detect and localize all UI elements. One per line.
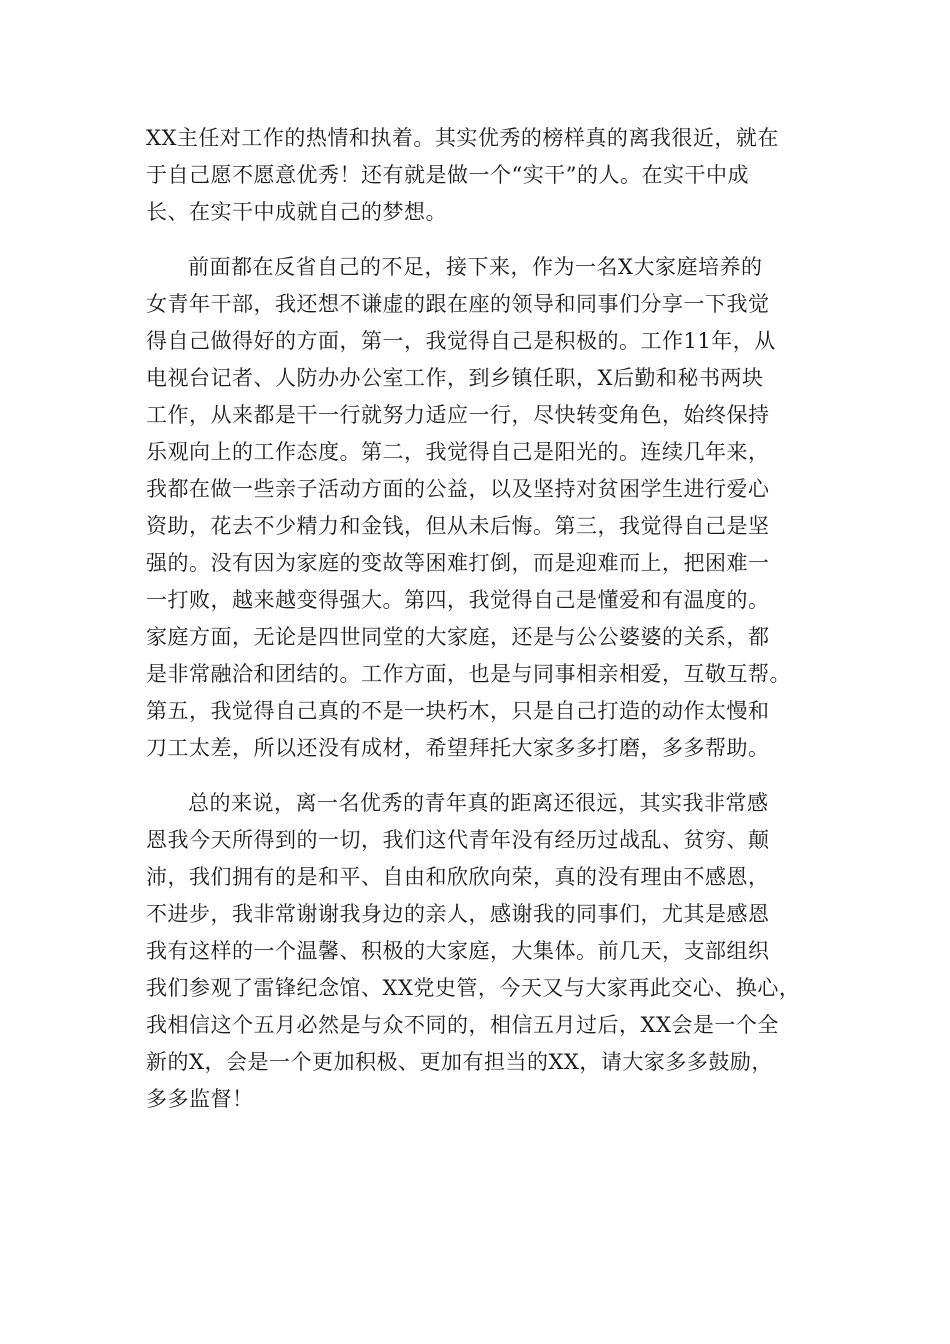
document-body [146, 120, 806, 1118]
text-line: 于自己愿不愿意优秀！还有就是做一个“实干”的人。在实干中成 [146, 163, 749, 187]
text-line: 刀工太差，所以还没有成材，希望拜托大家多多打磨，多多帮助。 [146, 736, 770, 760]
text-line: 我相信这个五月必然是与众不同的，相信五月过后，XX会是一个全 [146, 1013, 779, 1037]
text-line: 多多监督！ [146, 1087, 254, 1111]
text-line: 我有这样的一个温馨、积极的大家庭，大集体。前几天，支部组织 [146, 939, 770, 963]
paragraph-2 [146, 249, 806, 767]
text-line: 总的来说，离一名优秀的青年真的距离还很远，其实我非常感 [188, 791, 769, 815]
paragraph-gap [146, 767, 806, 785]
text-line: 强的。没有因为家庭的变故等困难打倒，而是迎难而上，把困难一 [146, 551, 770, 575]
text-line: 我都在做一些亲子活动方面的公益，以及坚持对贫困学生进行爱心 [146, 477, 770, 501]
text-line: 一打败，越来越变得强大。第四，我觉得自己是懂爱和有温度的。 [146, 588, 770, 612]
text-line: XX主任对工作的热情和执着。其实优秀的榜样真的离我很近，就在 [146, 126, 779, 150]
text-line: 长、在实干中成就自己的梦想。 [146, 200, 447, 224]
text-line: 第五，我觉得自己真的不是一块朽木，只是自己打造的动作太慢和 [146, 699, 770, 723]
text-line: 前面都在反省自己的不足，接下来，作为一名X大家庭培养的 [188, 255, 763, 279]
text-line: 恩我今天所得到的一切，我们这代青年没有经历过战乱、贫穷、颠 [146, 828, 770, 852]
text-line: 不进步，我非常谢谢我身边的亲人，感谢我的同事们，尤其是感恩 [146, 902, 770, 926]
text-line: 电视台记者、人防办办公室工作，到乡镇任职，X后勤和秘书两块 [146, 366, 764, 390]
text-line: 得自己做得好的方面，第一，我觉得自己是积极的。工作11年，从 [146, 329, 776, 353]
text-line: 乐观向上的工作态度。第二，我觉得自己是阳光的。连续几年来， [146, 440, 770, 464]
text-line: 家庭方面，无论是四世同堂的大家庭，还是与公公婆婆的关系，都 [146, 625, 770, 649]
paragraph-1 [146, 120, 806, 231]
text-line: 沛，我们拥有的是和平、自由和欣欣向荣，真的没有理由不感恩， [146, 865, 770, 889]
text-line: 资助，花去不少精力和金钱，但从未后悔。第三，我觉得自己是坚 [146, 514, 770, 538]
text-line: 是非常融洽和团结的。工作方面，也是与同事相亲相爱，互敬互帮。 [146, 662, 791, 686]
text-line: 工作，从来都是干一行就努力适应一行，尽快转变角色，始终保持 [146, 403, 770, 427]
text-line: 女青年干部，我还想不谦虚的跟在座的领导和同事们分享一下我觉 [146, 292, 770, 316]
paragraph-3 [146, 785, 806, 1118]
paragraph-gap [146, 231, 806, 249]
text-line: 我们参观了雷锋纪念馆、XX党史管，今天又与大家再此交心、换心， [146, 976, 801, 1000]
text-line: 新的X，会是一个更加积极、更加有担当的XX，请大家多多鼓励， [146, 1050, 773, 1074]
